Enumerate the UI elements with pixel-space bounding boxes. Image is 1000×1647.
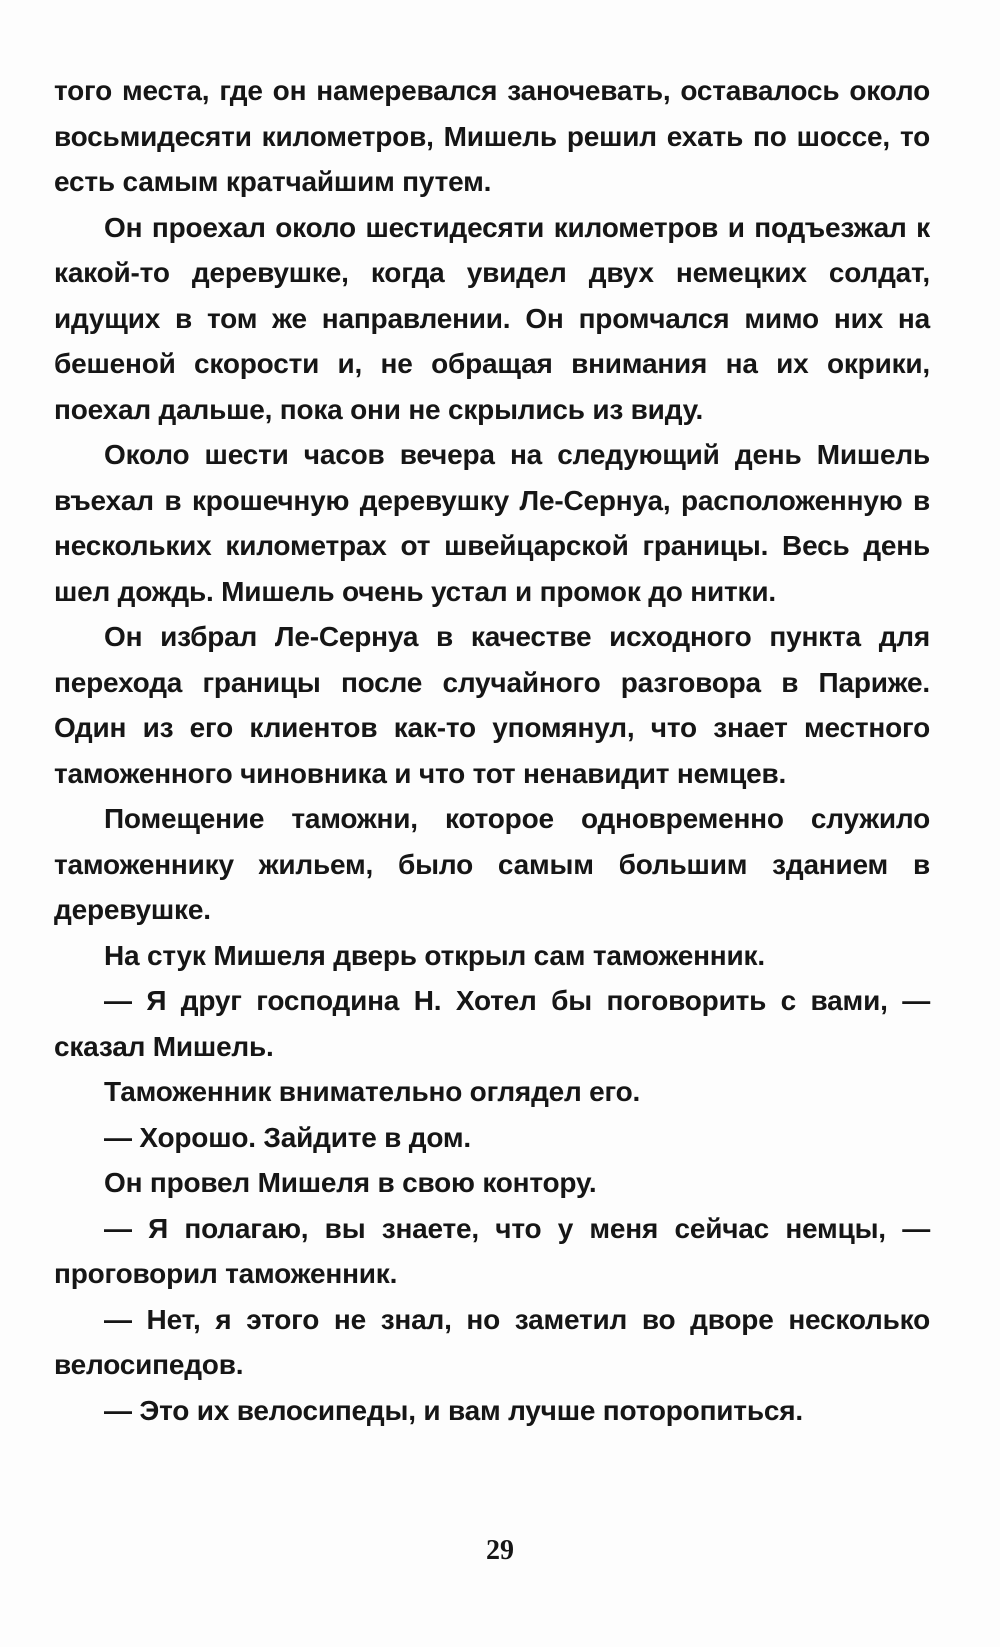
- paragraph: Помещение таможни, которое одновременно служило таможеннику жильем, было самым большим зданием в деревушке.: [54, 803, 930, 925]
- dialogue-line: — Нет, я этого не знал, но заметил во дворе несколько велосипедов.: [54, 1303, 930, 1380]
- paragraph: Таможенник внимательно оглядел его.: [104, 1076, 641, 1107]
- dialogue-line: — Я полагаю, вы знаете, что у меня сейчас немцы, — проговорил таможенник.: [54, 1212, 930, 1289]
- paragraph: Он провел Мишеля в свою контору.: [104, 1167, 597, 1198]
- dialogue-line: — Это их велосипеды, и вам лучше поторопиться.: [104, 1394, 803, 1426]
- paragraph: Он проехал около шестидесяти километров и подъезжал к какой-то деревушке, когда увидел двух немецких солдат, идущих в том же направлении. Он промчался мимо них на бешеной скорости и, не обращая внимания на их окрики, поехал дальше, пока они не скрылись из виду.: [54, 211, 930, 425]
- paragraph: того места, где он намеревался заночевать, оставалось около восьмидесяти километров, Мишель решил ехать по шоссе, то есть самым кратчайшим путем.: [54, 75, 930, 197]
- dialogue-line: — Хорошо. Зайдите в дом.: [104, 1121, 471, 1153]
- page-number: 29: [486, 1535, 514, 1566]
- body-text: [54, 68, 930, 1433]
- paragraph: Он избрал Ле-Сернуа в качестве исходного пункта для перехода границы после случайного разговора в Париже. Один из его клиентов как-то упомянул, что знает местного таможенного чиновника и что тот ненавидит немцев.: [54, 621, 930, 789]
- paragraph: На стук Мишеля дверь открыл сам таможенник.: [104, 939, 765, 971]
- paragraph: Около шести часов вечера на следующий день Мишель въехал в крошечную деревушку Ле-Сернуа, расположенную в нескольких километрах от швейцарской границы. Весь день шел дождь. Мишель очень устал и промок до нитки.: [54, 439, 930, 607]
- dialogue-line: — Я друг господина Н. Хотел бы поговорить с вами, — сказал Мишель.: [54, 985, 930, 1062]
